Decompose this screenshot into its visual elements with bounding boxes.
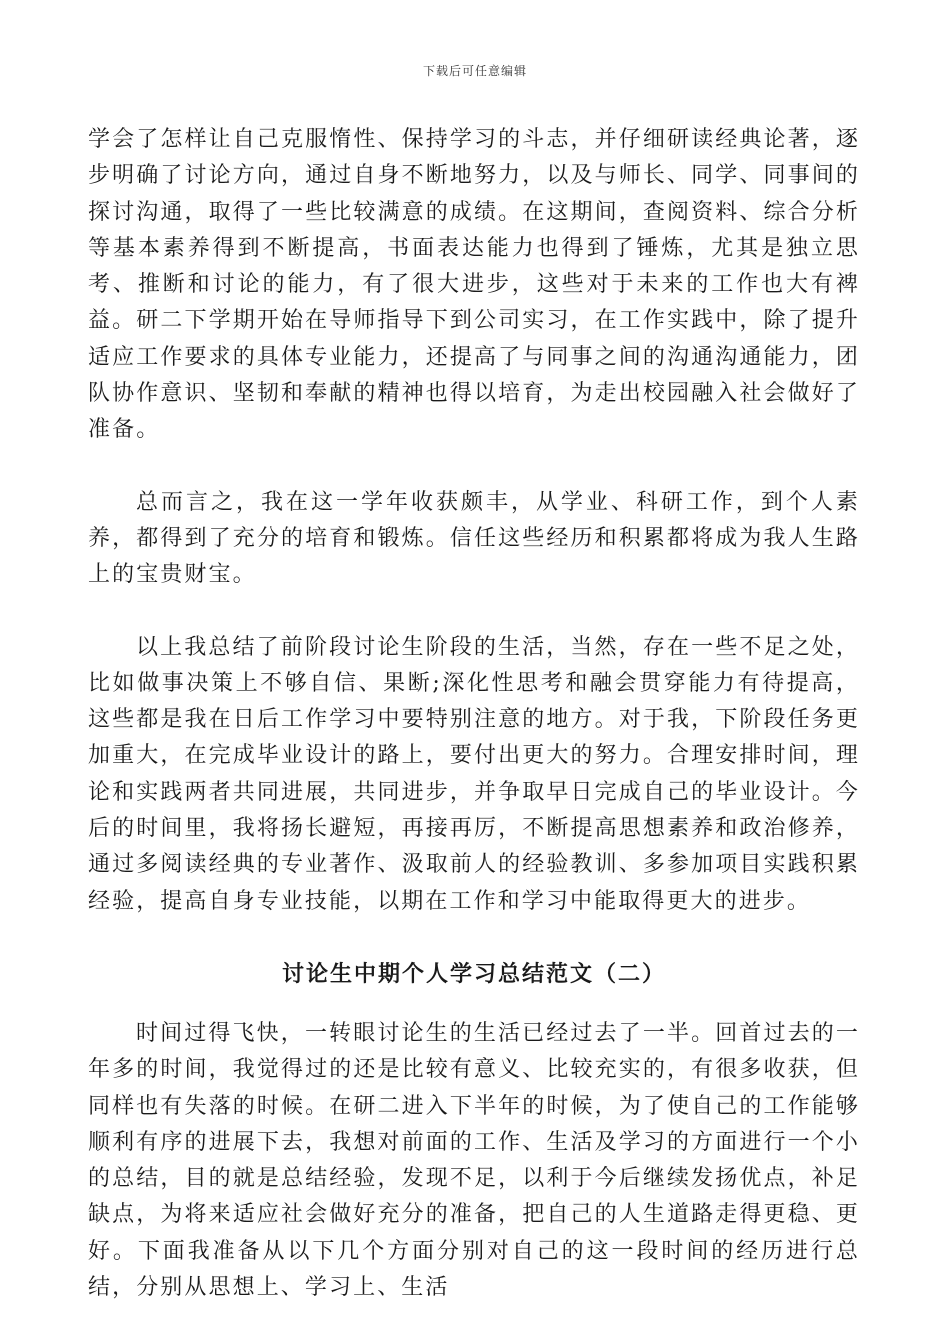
section-title: 讨论生中期个人学习总结范文（二） <box>281 960 666 987</box>
paragraph-gap <box>88 920 860 956</box>
paragraph-continued: 学会了怎样让自己克服惰性、保持学习的斗志，并仔细研读经典论著，逐步明确了讨论方向，通过自身不断地努力，以及与师长、同学、同事间的探讨沟通，取得了一些比较满意的成绩。在这期间，查阅资料、综合分析等基本素养得到不断提高，书面表达能力也得到了锤炼，尤其是独立思考、推断和讨论的能力，有了很大进步，这些对于未来的工作也大有裨益。研二下学期开始在导师指导下到公司实习，在工作实践中，除了提升适应工作要求的具体专业能力，还提高了与同事之间的沟通沟通能力，团队协作意识、坚韧和奉献的精神也得以培育，为走出校园融入社会做好了准备。 <box>88 127 860 443</box>
paragraph-intro-second: 时间过得飞快，一转眼讨论生的生活已经过去了一半。回首过去的一年多的时间，我觉得过的还是比较有意义、比较充实的，有很多收获，但同样也有失落的时候。在研二进入下半年的时候，为了使自己的工作能够顺利有序的进展下去，我想对前面的工作、生活及学习的方面进行一个小的总结，目的就是总结经验，发现不足，以利于今后继续发扬优点，补足缺点，为将来适应社会做好充分的准备，把自己的人生道路走得更稳、更好。下面我准备从以下几个方面分别对自己的这一段时间的经历进行总结，分别从思想上、学习上、生活 <box>88 1020 860 1301</box>
paragraph-summary: 总而言之，我在这一学年收获颇丰，从学业、科研工作，到个人素养，都得到了充分的培育和锻炼。信任这些经历和积累都将成为我人生路上的宝贵财宝。 <box>88 489 860 588</box>
document-body <box>88 122 860 1306</box>
paragraph-shortcomings: 以上我总结了前阶段讨论生阶段的生活，当然，存在一些不足之处，比如做事决策上不够自信、果断;深化性思考和融会贯穿能力有待提高，这些都是我在日后工作学习中要特别注意的地方。对于我，下阶段任务更加重大，在完成毕业设计的路上，要付出更大的努力。合理安排时间，理论和实践两者共同进展，共同进步，并争取早日完成自己的毕业设计。今后的时间里，我将扬长避短，再接再厉，不断提高思想素养和政治修养，通过多阅读经典的专业著作、汲取前人的经验教训、多参加项目实践积累经验，提高自身专业技能，以期在工作和学习中能取得更大的进步。 <box>88 634 860 914</box>
header-note: 下载后可任意编辑 <box>422 64 527 78</box>
paragraph-gap <box>88 449 860 485</box>
paragraph-gap <box>88 594 860 630</box>
